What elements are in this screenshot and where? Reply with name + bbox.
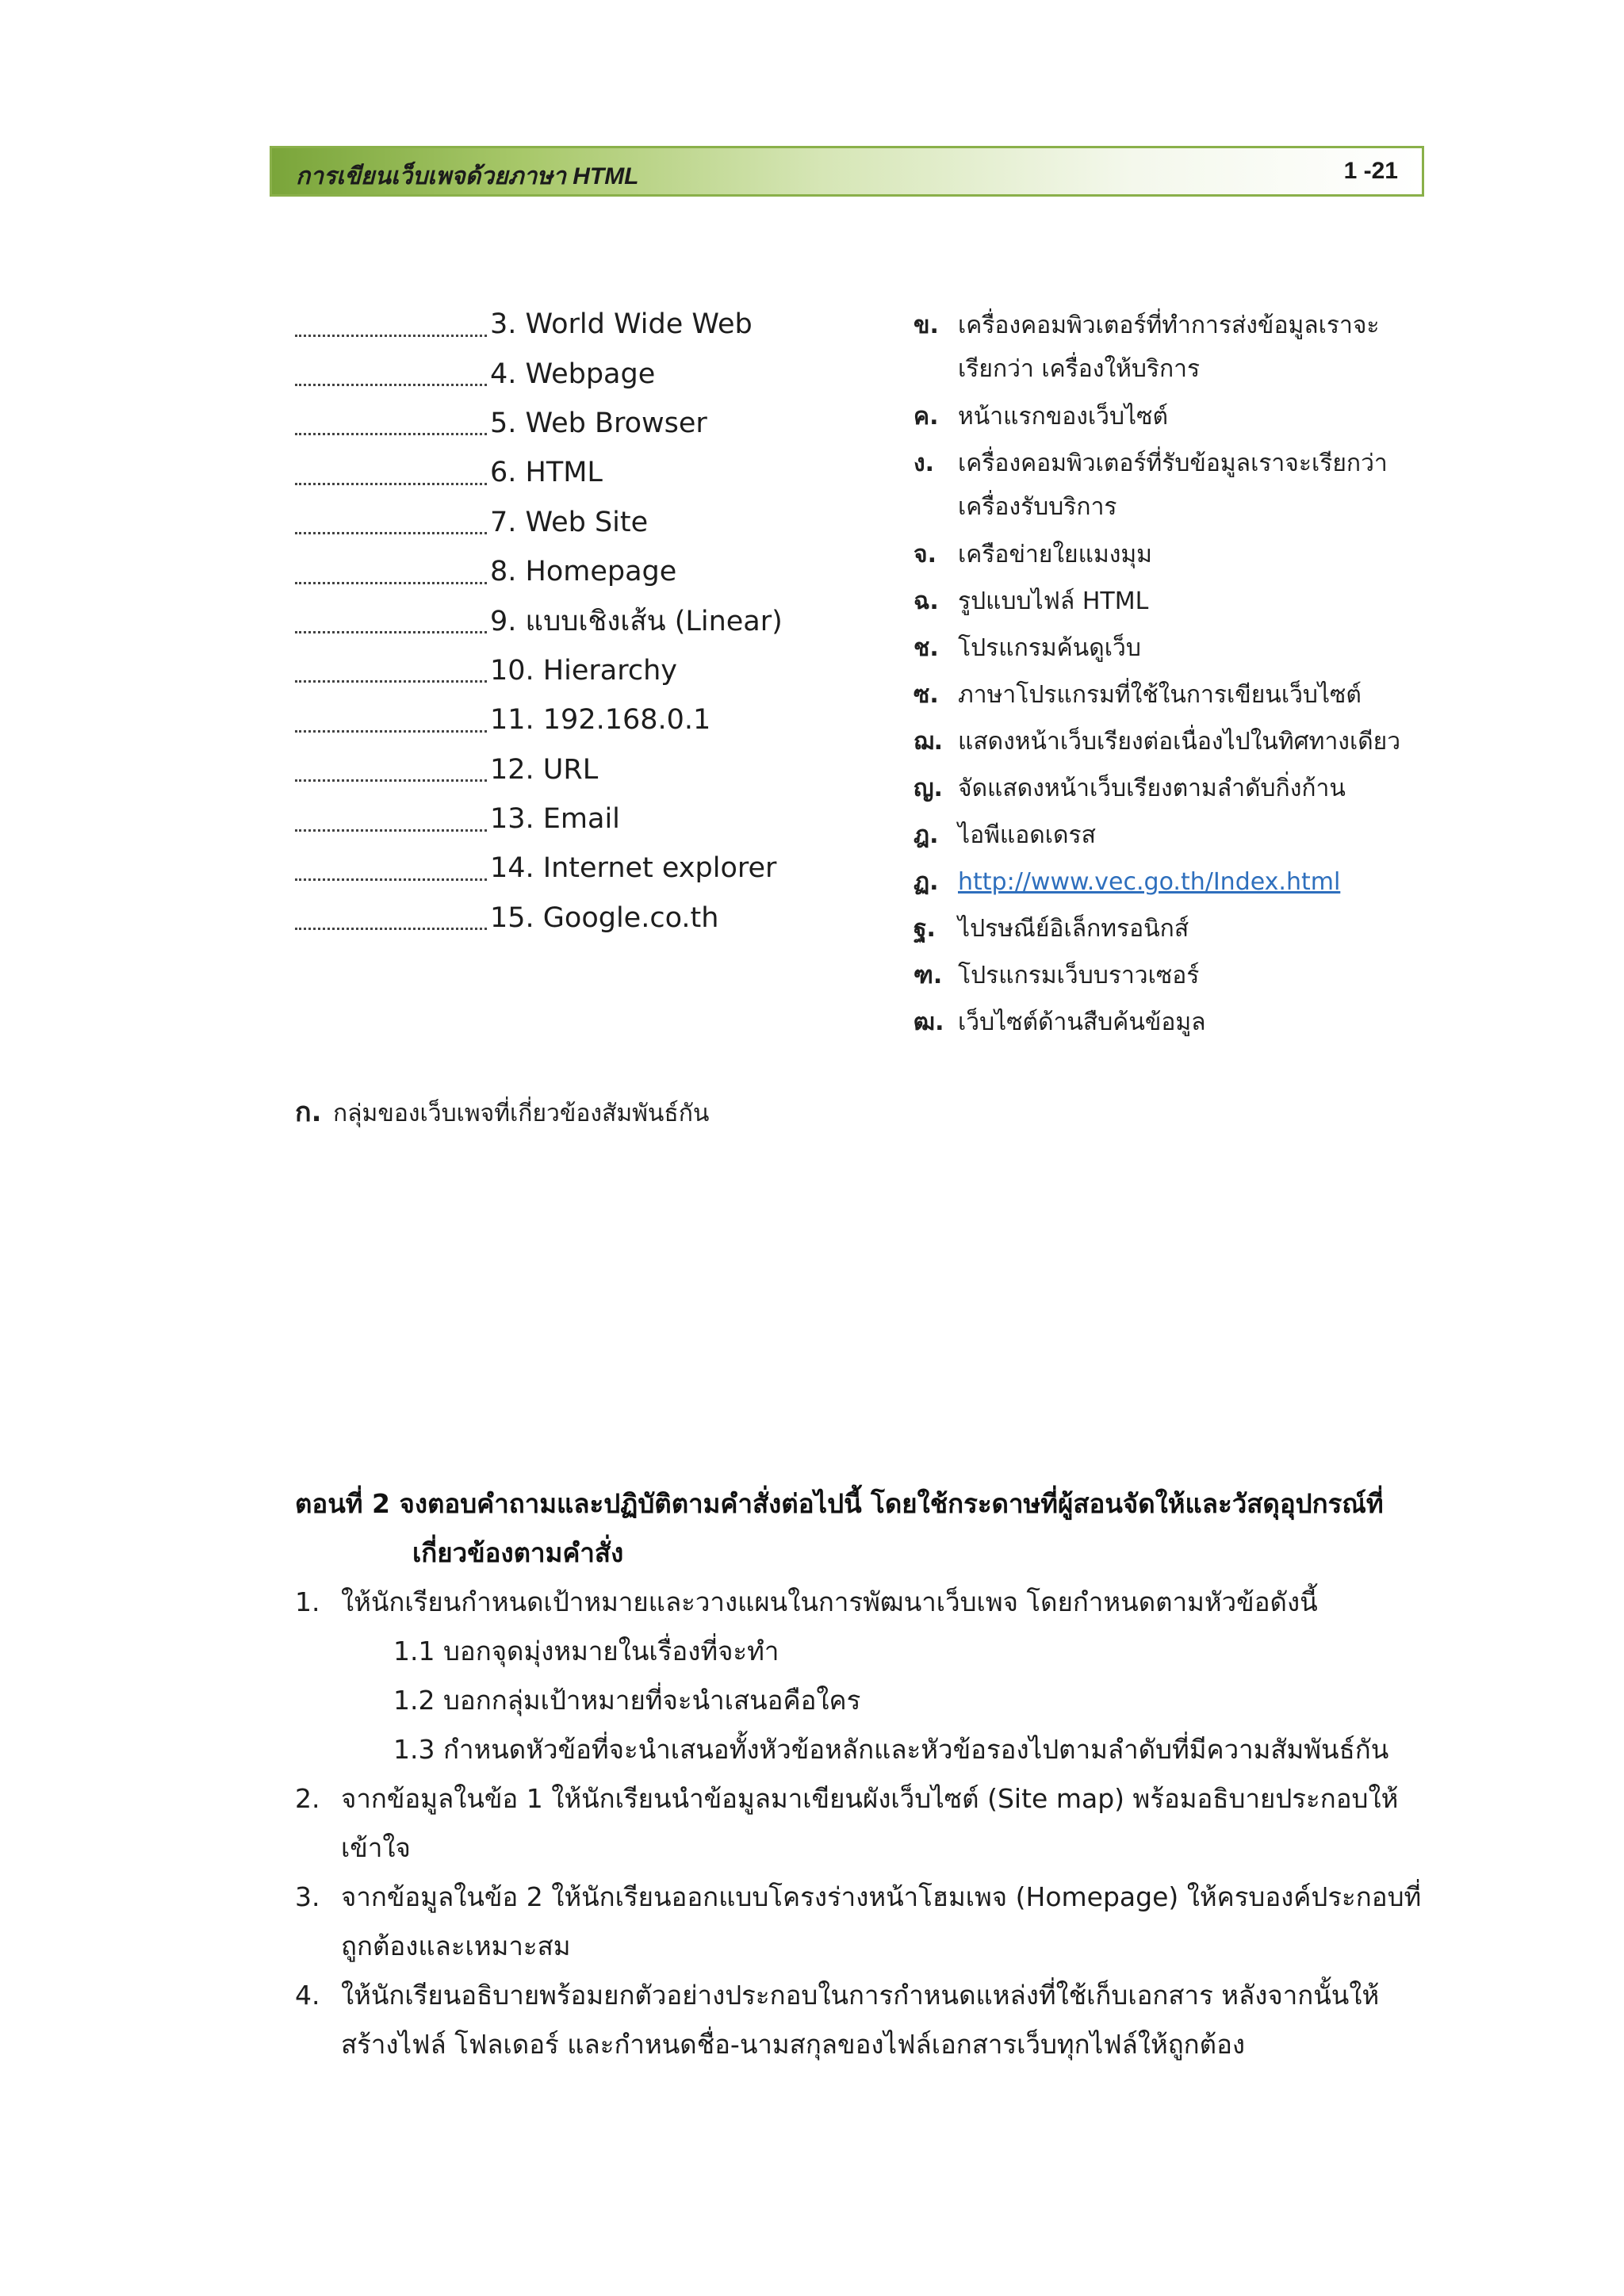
answer-option <box>914 721 1421 767</box>
answer-letter: ฑ. <box>914 962 943 989</box>
matching-term: 15. Google.co.th <box>490 901 719 934</box>
instruction-number: 4. <box>295 1980 320 2011</box>
answer-letter: ญ. <box>914 775 943 802</box>
part2-heading-line2: เกี่ยวข้องตามคำสั่ง <box>412 1537 624 1568</box>
answer-letter: ฒ. <box>914 1008 944 1036</box>
matching-term: 7. Web Site <box>490 506 649 538</box>
answer-option <box>914 908 1421 955</box>
instruction-number: 3. <box>295 1881 320 1912</box>
answer-blank[interactable] <box>295 856 487 881</box>
instruction-item <box>295 1774 1453 1873</box>
answer-blank[interactable] <box>295 708 487 733</box>
matching-row <box>295 894 866 943</box>
matching-term: 11. 192.168.0.1 <box>490 704 711 737</box>
matching-term: 14. Internet explorer <box>490 852 777 885</box>
part2-heading-line1: ตอนที่ 2 จงตอบคำถามและปฏิบัติตามคำสั่งต่อไปนี้ โดยใช้กระดาษที่ผู้สอนจัดให้และวัสดุอุปกรณ์ที่ <box>295 1488 1384 1519</box>
answer-letter: จ. <box>914 541 936 568</box>
instruction-text <box>341 1971 1453 2069</box>
matching-term: 6. HTML <box>490 457 603 489</box>
answer-option <box>914 861 1421 908</box>
answer-text: โปรแกรมค้นดูเว็บ <box>958 634 1141 662</box>
answer-blank[interactable] <box>295 362 487 386</box>
instruction-line: จากข้อมูลในข้อ 1 ให้นักเรียนนำข้อมูลมาเขียนผังเว็บไซต์ (Site map) พร้อมอธิบายประกอบให้ <box>341 1783 1399 1814</box>
instruction-number: 2. <box>295 1783 320 1814</box>
instruction-subitem: 1.2 บอกกลุ่มเป้าหมายที่จะนำเสนอคือใคร <box>393 1685 861 1716</box>
instruction-subitem: 1.3 กำหนดหัวข้อที่จะนำเสนอทั้งหัวข้อหลักและหัวข้อรองไปตามลำดับที่มีความสัมพันธ์กัน <box>393 1734 1389 1765</box>
matching-row <box>295 349 866 398</box>
instruction-item <box>295 1578 1453 1627</box>
matching-term: 5. Web Browser <box>490 407 707 439</box>
answer-letter: ก. <box>295 1096 322 1128</box>
answer-letter: ง. <box>914 450 935 477</box>
answer-letter: ฐ. <box>914 915 936 943</box>
matching-term: 10. Hierarchy <box>490 654 677 687</box>
answer-option <box>914 627 1421 674</box>
answer-text: ภาษาโปรแกรมที่ใช้ในการเขียนเว็บไซต์ <box>958 681 1362 709</box>
matching-row <box>295 794 866 844</box>
instruction-subitem: 1.1 บอกจุดมุ่งหมายในเรื่องที่จะทำ <box>393 1636 779 1667</box>
answer-text: โปรแกรมเว็บบราวเซอร์ <box>958 962 1200 989</box>
instruction-line: สร้างไฟล์ โฟลเดอร์ และกำหนดชื่อ-นามสกุลของไฟล์เอกสารเว็บทุกไฟล์ให้ถูกต้อง <box>341 2029 1246 2060</box>
answer-blank[interactable] <box>295 312 487 337</box>
answer-text-continued: เรียกว่า เครื่องให้บริการ <box>958 355 1201 383</box>
answer-letter: ซ. <box>914 681 939 709</box>
matching-row <box>295 646 866 695</box>
answer-text: ไอพีแอดเดรส <box>958 821 1096 849</box>
matching-row <box>295 399 866 448</box>
answer-text: เครื่องคอมพิวเตอร์ที่ทำการส่งข้อมูลเราจะ <box>958 312 1380 339</box>
answer-text: รูปแบบไฟล์ HTML <box>958 587 1149 615</box>
answer-option <box>914 580 1421 627</box>
answer-option <box>914 767 1421 814</box>
answer-option <box>914 1001 1421 1048</box>
answer-letter: ฏ. <box>914 868 939 896</box>
matching-row <box>295 844 866 893</box>
matching-row <box>295 745 866 794</box>
matching-row <box>295 300 866 349</box>
answer-text: จัดแสดงหน้าเว็บเรียงตามลำดับกิ่งก้าน <box>958 775 1346 802</box>
answer-text: แสดงหน้าเว็บเรียงต่อเนื่องไปในทิศทางเดียว <box>958 728 1401 756</box>
answer-blank[interactable] <box>295 461 487 485</box>
matching-answers-column <box>914 304 1421 1048</box>
answer-text: เครื่องคอมพิวเตอร์ที่รับข้อมูลเราจะเรียกว่า <box>958 450 1388 477</box>
matching-row <box>295 695 866 744</box>
answer-blank[interactable] <box>295 807 487 832</box>
instruction-text: ให้นักเรียนกำหนดเป้าหมายและวางแผนในการพัฒนาเว็บเพจ โดยกำหนดตามหัวข้อดังนี้ <box>341 1586 1318 1617</box>
answer-option <box>914 674 1421 721</box>
instruction-number: 1. <box>295 1586 320 1617</box>
answer-letter: ฉ. <box>914 587 939 615</box>
answer-blank[interactable] <box>295 658 487 683</box>
matching-term: 12. URL <box>490 753 599 786</box>
matching-term: 13. Email <box>490 803 620 836</box>
answer-letter: ฎ. <box>914 821 939 849</box>
matching-term: 3. World Wide Web <box>490 308 753 341</box>
answer-blank[interactable] <box>295 609 487 633</box>
answer-blank[interactable] <box>295 510 487 534</box>
answer-text: เว็บไซต์ด้านสืบค้นข้อมูล <box>958 1008 1206 1036</box>
answer-text: กลุ่มของเว็บเพจที่เกี่ยวข้องสัมพันธ์กัน <box>333 1100 710 1127</box>
answer-text: หน้าแรกของเว็บไซต์ <box>958 403 1168 430</box>
instruction-item <box>295 1873 1453 1971</box>
header-title: การเขียนเว็บเพจด้วยภาษา HTML <box>296 163 639 189</box>
answer-option <box>914 814 1421 861</box>
answer-text: ไปรษณีย์อิเล็กทรอนิกส์ <box>958 915 1189 943</box>
answer-option <box>914 534 1421 580</box>
instruction-line: ถูกต้องและเหมาะสม <box>341 1931 571 1961</box>
answer-text-continued: เครื่องรับบริการ <box>958 493 1117 521</box>
answer-letter: ช. <box>914 634 939 662</box>
matching-row <box>295 547 866 596</box>
answer-blank[interactable] <box>295 757 487 782</box>
answer-option <box>914 396 1421 442</box>
answer-letter: ค. <box>914 403 939 430</box>
matching-terms-column <box>295 300 866 943</box>
matching-row <box>295 596 866 645</box>
answer-option <box>914 955 1421 1001</box>
instruction-line: จากข้อมูลในข้อ 2 ให้นักเรียนออกแบบโครงร่างหน้าโฮมเพจ (Homepage) ให้ครบองค์ประกอบที่ <box>341 1881 1422 1912</box>
instruction-line: ให้นักเรียนอธิบายพร้อมยกตัวอย่างประกอบในการกำหนดแหล่งที่ใช้เก็บเอกสาร หลังจากนั้นให้ <box>341 1980 1380 2011</box>
answer-letter: ข. <box>914 312 939 339</box>
instruction-text <box>341 1774 1453 1873</box>
vec-url-link[interactable]: http://www.vec.go.th/Index.html <box>958 868 1341 896</box>
answer-blank[interactable] <box>295 560 487 584</box>
instruction-item <box>295 1971 1453 2069</box>
page-number: 1 -21 <box>1343 158 1398 184</box>
answer-text: เครือข่ายใยแมงมุม <box>958 541 1152 568</box>
matching-term: 9. แบบเชิงเส้น (Linear) <box>490 606 783 638</box>
answer-blank[interactable] <box>295 905 487 930</box>
answer-option <box>914 442 1421 489</box>
matching-term: 8. Homepage <box>490 556 677 588</box>
matching-row <box>295 448 866 497</box>
answer-option <box>914 304 1421 351</box>
part2-section <box>295 1479 1453 2069</box>
matching-row <box>295 498 866 547</box>
answer-letter: ฌ. <box>914 728 944 756</box>
instruction-line: เข้าใจ <box>341 1832 411 1863</box>
instruction-text <box>341 1873 1453 1971</box>
matching-term: 4. Webpage <box>490 358 656 390</box>
answer-blank[interactable] <box>295 411 487 435</box>
part2-heading <box>295 1479 1453 1578</box>
extra-answer-option <box>295 1090 709 1133</box>
page-header <box>270 146 1424 197</box>
